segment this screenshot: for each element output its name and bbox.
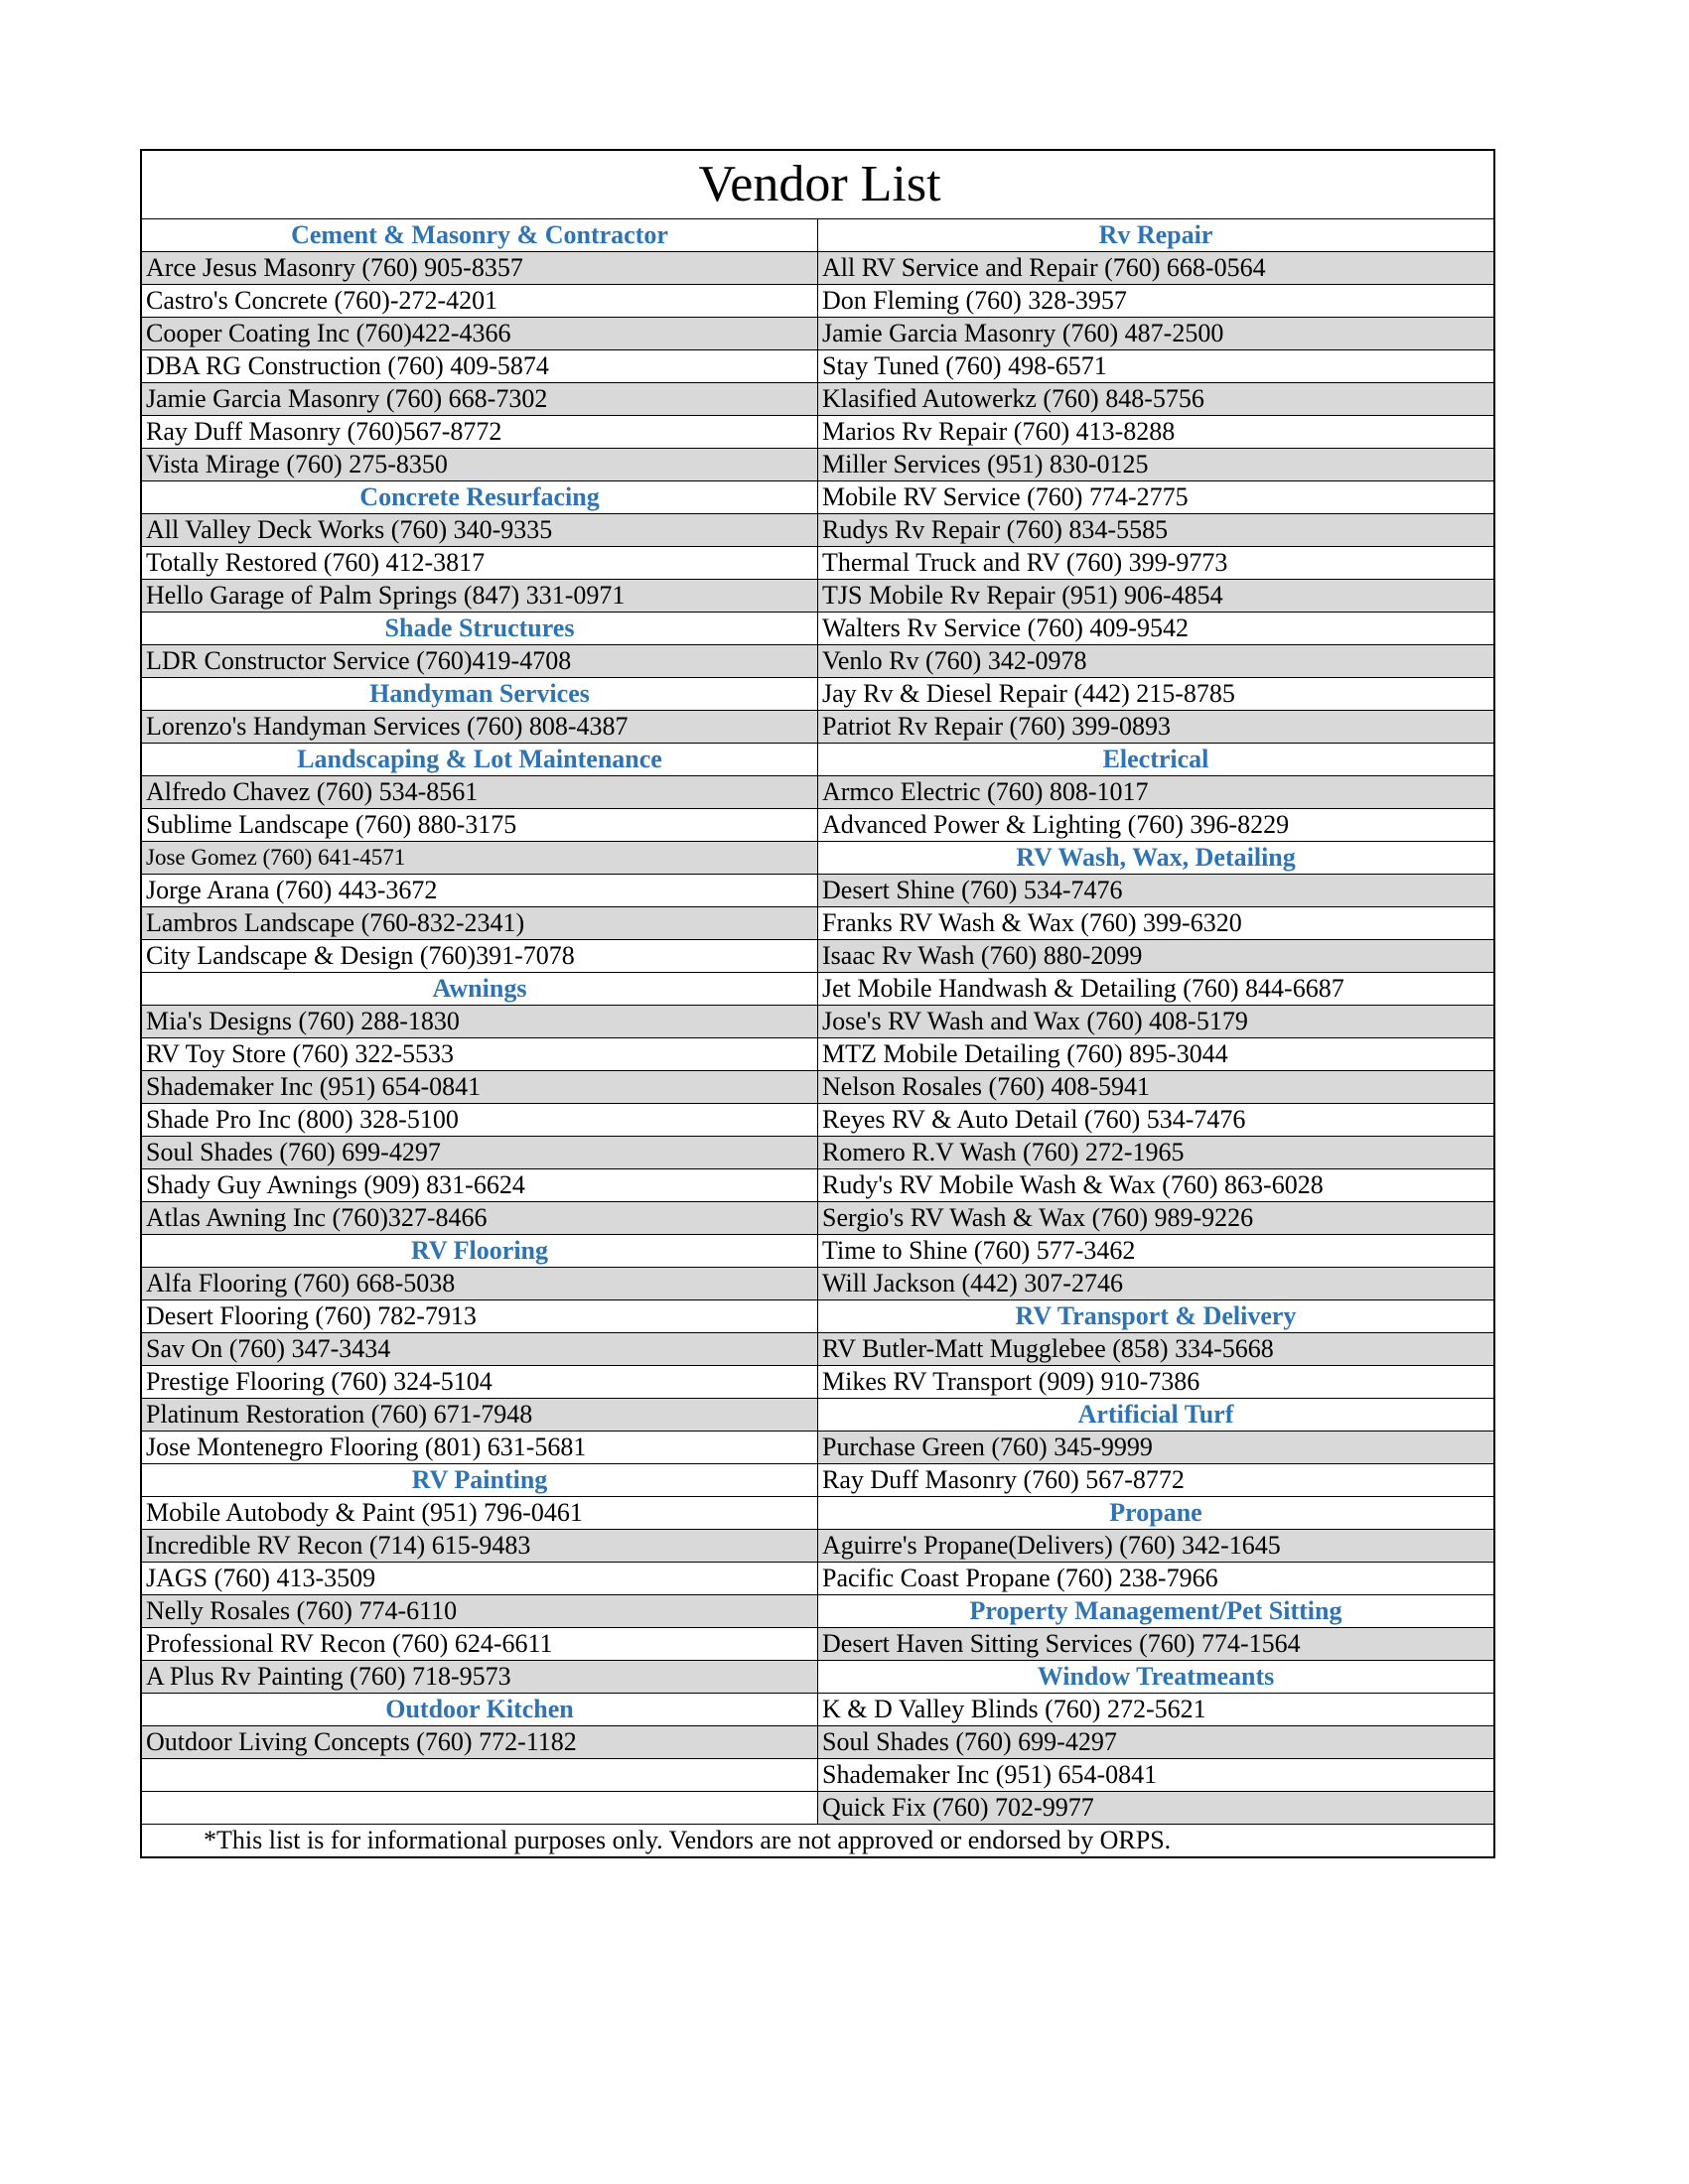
vendor-list-table [140, 149, 1495, 1858]
category-header-right: Artificial Turf [818, 1399, 1495, 1432]
table-row [141, 219, 1494, 252]
table-row [141, 1628, 1494, 1661]
category-header-left: Concrete Resurfacing [141, 481, 818, 514]
table-row [141, 1726, 1494, 1759]
table-row [141, 1432, 1494, 1464]
vendor-entry-left: Shady Guy Awnings (909) 831-6624 [141, 1169, 818, 1202]
vendor-entry-left: Ray Duff Masonry (760)567-8772 [141, 416, 818, 449]
vendor-entry-right: Don Fleming (760) 328-3957 [818, 285, 1495, 318]
table-row [141, 1235, 1494, 1268]
category-header-left: Shade Structures [141, 613, 818, 645]
category-header-right: Window Treatmeants [818, 1661, 1495, 1694]
vendor-entry-right: Armco Electric (760) 808-1017 [818, 776, 1495, 809]
vendor-entry-right: Shademaker Inc (951) 654-0841 [818, 1759, 1495, 1792]
vendor-entry-right: Time to Shine (760) 577-3462 [818, 1235, 1495, 1268]
vendor-entry-right: Rudy's RV Mobile Wash & Wax (760) 863-6028 [818, 1169, 1495, 1202]
vendor-entry-right: Klasified Autowerkz (760) 848-5756 [818, 383, 1495, 416]
vendor-entry-right: Jay Rv & Diesel Repair (442) 215-8785 [818, 678, 1495, 711]
vendor-entry-left: Lambros Landscape (760-832-2341) [141, 907, 818, 940]
vendor-entry-left: Cooper Coating Inc (760)422-4366 [141, 318, 818, 350]
vendor-entry-left: DBA RG Construction (760) 409-5874 [141, 350, 818, 383]
table-row [141, 1300, 1494, 1333]
vendor-entry-left: Sublime Landscape (760) 880-3175 [141, 809, 818, 842]
vendor-entry-right: Purchase Green (760) 345-9999 [818, 1432, 1495, 1464]
footnote-row [141, 1825, 1494, 1858]
vendor-entry-right: K & D Valley Blinds (760) 272-5621 [818, 1694, 1495, 1726]
table-row [141, 350, 1494, 383]
table-row [141, 1661, 1494, 1694]
category-header-right: Property Management/Pet Sitting [818, 1595, 1495, 1628]
category-header-left: Landscaping & Lot Maintenance [141, 744, 818, 776]
vendor-entry-left: Mia's Designs (760) 288-1830 [141, 1006, 818, 1038]
table-row [141, 875, 1494, 907]
page-title: Vendor List [141, 150, 1494, 219]
table-row [141, 1104, 1494, 1137]
category-header-right: RV Wash, Wax, Detailing [818, 842, 1495, 875]
vendor-entry-right: Patriot Rv Repair (760) 399-0893 [818, 711, 1495, 744]
vendor-entry-left: Prestige Flooring (760) 324-5104 [141, 1366, 818, 1399]
vendor-entry-right: Ray Duff Masonry (760) 567-8772 [818, 1464, 1495, 1497]
vendor-entry-left: Totally Restored (760) 412-3817 [141, 547, 818, 580]
vendor-entry-right: All RV Service and Repair (760) 668-0564 [818, 252, 1495, 285]
vendor-entry-right: Quick Fix (760) 702-9977 [818, 1792, 1495, 1825]
category-header-right: Rv Repair [818, 219, 1495, 252]
vendor-entry-left: Shademaker Inc (951) 654-0841 [141, 1071, 818, 1104]
category-header-left: Awnings [141, 973, 818, 1006]
vendor-entry-left: Jose Montenegro Flooring (801) 631-5681 [141, 1432, 818, 1464]
table-row [141, 449, 1494, 481]
table-row [141, 809, 1494, 842]
vendor-entry-left: Incredible RV Recon (714) 615-9483 [141, 1530, 818, 1563]
vendor-entry-right: Pacific Coast Propane (760) 238-7966 [818, 1563, 1495, 1595]
vendor-entry-left: LDR Constructor Service (760)419-4708 [141, 645, 818, 678]
vendor-entry-left: Arce Jesus Masonry (760) 905-8357 [141, 252, 818, 285]
vendor-entry-left: Sav On (760) 347-3434 [141, 1333, 818, 1366]
table-row [141, 1497, 1494, 1530]
title-row [141, 150, 1494, 219]
table-row [141, 1399, 1494, 1432]
table-row [141, 1268, 1494, 1300]
vendor-entry-right: Miller Services (951) 830-0125 [818, 449, 1495, 481]
vendor-entry-left: Jamie Garcia Masonry (760) 668-7302 [141, 383, 818, 416]
vendor-entry-right: Venlo Rv (760) 342-0978 [818, 645, 1495, 678]
table-row [141, 1137, 1494, 1169]
vendor-entry-left: Desert Flooring (760) 782-7913 [141, 1300, 818, 1333]
vendor-entry-right: Mobile RV Service (760) 774-2775 [818, 481, 1495, 514]
vendor-entry-right: Romero R.V Wash (760) 272-1965 [818, 1137, 1495, 1169]
table-row [141, 613, 1494, 645]
table-row [141, 547, 1494, 580]
vendor-entry-right: Mikes RV Transport (909) 910-7386 [818, 1366, 1495, 1399]
vendor-entry-right: MTZ Mobile Detailing (760) 895-3044 [818, 1038, 1495, 1071]
category-header-left: Outdoor Kitchen [141, 1694, 818, 1726]
table-row [141, 1563, 1494, 1595]
table-row [141, 1333, 1494, 1366]
vendor-entry-right: Soul Shades (760) 699-4297 [818, 1726, 1495, 1759]
vendor-entry-left: City Landscape & Design (760)391-7078 [141, 940, 818, 973]
vendor-entry-left: Castro's Concrete (760)-272-4201 [141, 285, 818, 318]
table-row [141, 580, 1494, 613]
vendor-entry-right: Marios Rv Repair (760) 413-8288 [818, 416, 1495, 449]
vendor-entry-right: Walters Rv Service (760) 409-9542 [818, 613, 1495, 645]
category-header-right: Propane [818, 1497, 1495, 1530]
vendor-entry-right: Desert Shine (760) 534-7476 [818, 875, 1495, 907]
category-header-right: Electrical [818, 744, 1495, 776]
vendor-entry-left: Shade Pro Inc (800) 328-5100 [141, 1104, 818, 1137]
category-header-left: RV Painting [141, 1464, 818, 1497]
vendor-entry-left [141, 1759, 818, 1792]
vendor-entry-right: Will Jackson (442) 307-2746 [818, 1268, 1495, 1300]
vendor-entry-left: Atlas Awning Inc (760)327-8466 [141, 1202, 818, 1235]
table-row [141, 318, 1494, 350]
vendor-entry-left [141, 1792, 818, 1825]
table-row [141, 1202, 1494, 1235]
vendor-entry-left: Outdoor Living Concepts (760) 772-1182 [141, 1726, 818, 1759]
vendor-entry-right: Franks RV Wash & Wax (760) 399-6320 [818, 907, 1495, 940]
table-row [141, 907, 1494, 940]
vendor-entry-right: TJS Mobile Rv Repair (951) 906-4854 [818, 580, 1495, 613]
vendor-entry-right: Sergio's RV Wash & Wax (760) 989-9226 [818, 1202, 1495, 1235]
table-row [141, 842, 1494, 875]
vendor-entry-right: Isaac Rv Wash (760) 880-2099 [818, 940, 1495, 973]
table-row [141, 285, 1494, 318]
table-row [141, 1366, 1494, 1399]
vendor-entry-right: Rudys Rv Repair (760) 834-5585 [818, 514, 1495, 547]
vendor-entry-right: Thermal Truck and RV (760) 399-9773 [818, 547, 1495, 580]
category-header-left: Cement & Masonry & Contractor [141, 219, 818, 252]
vendor-entry-left: Lorenzo's Handyman Services (760) 808-4387 [141, 711, 818, 744]
vendor-entry-left: A Plus Rv Painting (760) 718-9573 [141, 1661, 818, 1694]
vendor-entry-right: Jose's RV Wash and Wax (760) 408-5179 [818, 1006, 1495, 1038]
vendor-entry-right: Jet Mobile Handwash & Detailing (760) 844-6687 [818, 973, 1495, 1006]
category-header-right: RV Transport & Delivery [818, 1300, 1495, 1333]
table-row [141, 645, 1494, 678]
vendor-entry-right: Advanced Power & Lighting (760) 396-8229 [818, 809, 1495, 842]
table-row [141, 973, 1494, 1006]
vendor-entry-left: JAGS (760) 413-3509 [141, 1563, 818, 1595]
table-row [141, 940, 1494, 973]
table-row [141, 1464, 1494, 1497]
table-row [141, 383, 1494, 416]
vendor-entry-right: Desert Haven Sitting Services (760) 774-1564 [818, 1628, 1495, 1661]
table-row [141, 1071, 1494, 1104]
table-row [141, 744, 1494, 776]
vendor-entry-right: Aguirre's Propane(Delivers) (760) 342-1645 [818, 1530, 1495, 1563]
table-row [141, 678, 1494, 711]
table-row [141, 416, 1494, 449]
table-row [141, 252, 1494, 285]
vendor-entry-left: Professional RV Recon (760) 624-6611 [141, 1628, 818, 1661]
table-row [141, 776, 1494, 809]
vendor-entry-left: RV Toy Store (760) 322-5533 [141, 1038, 818, 1071]
vendor-entry-right: Jamie Garcia Masonry (760) 487-2500 [818, 318, 1495, 350]
table-row [141, 1169, 1494, 1202]
category-header-left: Handyman Services [141, 678, 818, 711]
table-row [141, 1006, 1494, 1038]
vendor-entry-right: RV Butler-Matt Mugglebee (858) 334-5668 [818, 1333, 1495, 1366]
vendor-entry-left: Mobile Autobody & Paint (951) 796-0461 [141, 1497, 818, 1530]
vendor-entry-left: Alfredo Chavez (760) 534-8561 [141, 776, 818, 809]
table-row [141, 514, 1494, 547]
vendor-entry-left: Nelly Rosales (760) 774-6110 [141, 1595, 818, 1628]
vendor-entry-right: Reyes RV & Auto Detail (760) 534-7476 [818, 1104, 1495, 1137]
vendor-entry-left: All Valley Deck Works (760) 340-9335 [141, 514, 818, 547]
table-row [141, 1759, 1494, 1792]
vendor-entry-left: Jose Gomez (760) 641-4571 [141, 842, 818, 875]
table-row [141, 481, 1494, 514]
table-row [141, 711, 1494, 744]
vendor-entry-left: Jorge Arana (760) 443-3672 [141, 875, 818, 907]
table-row [141, 1792, 1494, 1825]
vendor-entry-left: Vista Mirage (760) 275-8350 [141, 449, 818, 481]
table-row [141, 1595, 1494, 1628]
vendor-entry-right: Nelson Rosales (760) 408-5941 [818, 1071, 1495, 1104]
category-header-left: RV Flooring [141, 1235, 818, 1268]
vendor-entry-right: Stay Tuned (760) 498-6571 [818, 350, 1495, 383]
vendor-entry-left: Platinum Restoration (760) 671-7948 [141, 1399, 818, 1432]
table-row [141, 1694, 1494, 1726]
vendor-entry-left: Hello Garage of Palm Springs (847) 331-0971 [141, 580, 818, 613]
vendor-entry-left: Soul Shades (760) 699-4297 [141, 1137, 818, 1169]
vendor-entry-left: Alfa Flooring (760) 668-5038 [141, 1268, 818, 1300]
table-row [141, 1038, 1494, 1071]
table-row [141, 1530, 1494, 1563]
footnote: *This list is for informational purposes only. Vendors are not approved or endorsed by ORPS. [141, 1825, 1494, 1858]
